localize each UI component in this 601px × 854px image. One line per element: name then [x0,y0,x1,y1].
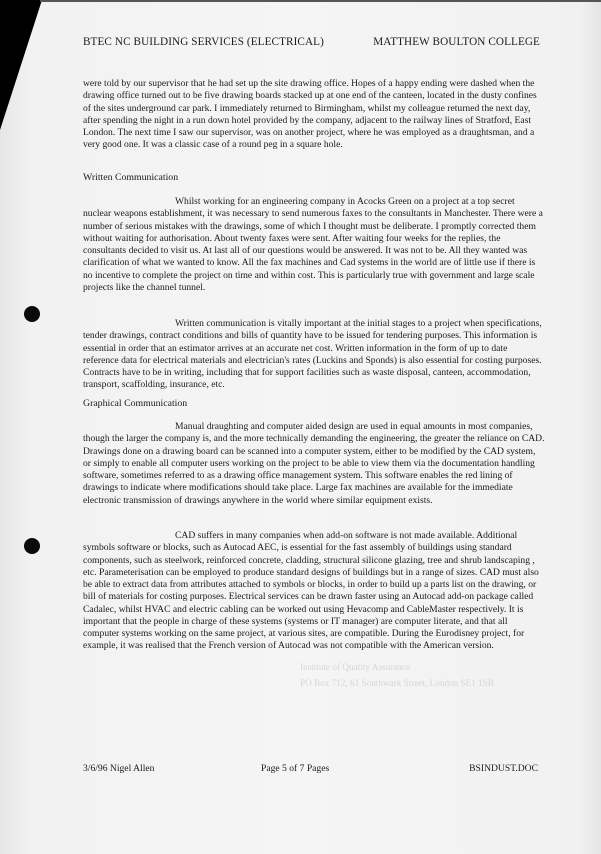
paragraph-written-2: Written communication is vitally important at the initial stages to a project when specifications, tender drawings, contract conditions and bills of quantity have to be issued for tendering purposes. This information is essential in order that an estimator arrives at an accurate net cost. Written information in the form of up to date reference data for electrical materials and electrician's rates (Luckins and Sponds) is also essential for costing purposes. Contracts have to be in writing, including that for support facilities such as waste disposal, canteen, accommodation, transport, scaffolding, insurance, etc. [83,318,542,391]
footer-date-author: 3/6/96 Nigel Allen [83,763,155,774]
body-paragraph-intro [83,78,545,152]
paragraph-graphical-2: CAD suffers in many companies when add-on software is not made available. Additional symbols software or blocks, such as Autocad AEC, is essential for the fast assembly of buildings using standard components, such as steelwork, reinforced concrete, cladding, structural silicone glazing, tree and shrub landscaping , etc. Parameterisation can be employed to produce standard designs of buildings but in a range of sizes. CAD must also be able to extract data from attributes attached to symbols or blocks, in order to build up a parts list on the drawing, or bill of materials for costing purposes. Electrical services can be drawn faster using an Autocad add-on package called Cadalec, whilst HVAC and electric cabling can be worked out using Hevacomp and CableMaster respectively. It is important that the people in charge of these systems (systems or IT manager) are computer literate, and that all computer systems working on the same project, at various sites, are compatible. During the Eurodisney project, for example, it was realised that the French version of Autocad was not compatible with the American version. [83,530,539,652]
bleed-through-text: PO Box 712, 61 Southwark Street, London SE1 1SB [300,678,494,688]
header-college-name: MATTHEW BOULTON COLLEGE [373,36,540,48]
body-paragraph-graphical-2 [83,530,545,653]
paragraph-intro: were told by our supervisor that he had set up the site drawing office. Hopes of a happy ending were dashed when the drawing office turned out to be five drawing boards stacked up at one end of the canteen, located in the dusty confines of the sites underground car park. I immediately returned to Birmingham, whilst my colleague returned the next day, after spending the night in a run down hotel provided by the company, adjacent to the railway lines of Stratford, East London. The next time I saw our supervisor, was on another project, where he was employed as a draughtsman, and a very good one. It was a classic case of a round peg in a square hole. [83,78,537,151]
punch-hole-icon [24,306,40,322]
scan-top-edge [40,0,601,2]
footer-page-number: Page 5 of 7 Pages [261,763,330,774]
body-paragraph-graphical-1 [83,421,545,507]
bleed-through-text: Institute of Quality Assurance [300,662,410,672]
header-course-title: BTEC NC BUILDING SERVICES (ELECTRICAL) [83,36,324,48]
punch-hole-icon [24,538,40,554]
scan-corner-shadow [0,0,42,130]
footer-filename: BSINDUST.DOC [469,763,538,774]
page-header [83,36,540,48]
paragraph-graphical-1: Manual draughting and computer aided design are used in equal amounts in most companies, though the larger the company is, and the more technically demanding the engineering, the greater the reliance on CAD. Drawings done on a drawing board can be scanned into a computer system, either to be modified by the CAD system, or simply to enable all computer users working on the project to be able to view them via the documentation handling software, sometimes referred to as a drawing office management system. This software enables the red lining of drawings to indicate where modifications should take place. Large fax machines are available for the immediate electronic transmission of drawings anywhere in the world where similar equipment exists. [83,421,545,506]
section-heading-graphical: Graphical Communication [83,398,188,409]
paragraph-written-1: Whilst working for an engineering company in Acocks Green on a project at a top secret nuclear weapons establishment, it was necessary to send numerous faxes to the consultants in Manchester. There were a number of serious mistakes with the drawings, some of which I thought must be deliberate. I promptly corrected them without waiting for authorisation. About twenty faxes were sent. After waiting four weeks for the replies, the consultants decided to visit us. At last all of our questions would be answered. It was not to be. All they wanted was clarification of what we wanted to know. All the fax machines and Cad systems in the world are of little use if there is no incentive to complete the project on time and within cost. This is particularly true with government and large scale projects like the channel tunnel. [83,196,543,293]
body-paragraph-written-1 [83,196,545,294]
section-heading-written: Written Communication [83,172,179,183]
body-paragraph-written-2 [83,318,545,392]
